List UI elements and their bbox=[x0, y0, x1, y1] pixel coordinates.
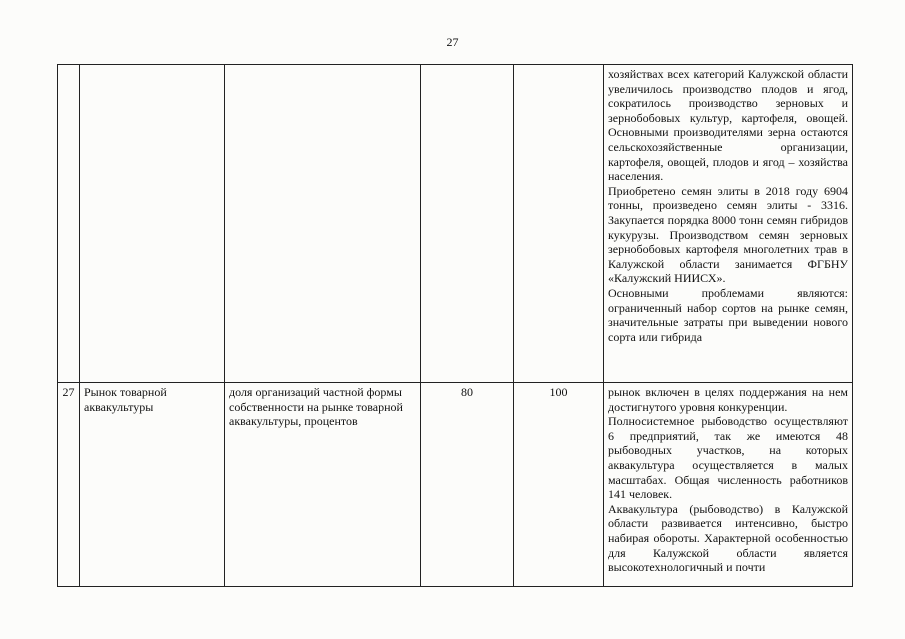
table-row bbox=[58, 383, 853, 587]
page-number: 27 bbox=[446, 35, 459, 49]
description-cell bbox=[604, 383, 853, 587]
indicator-cell: доля организаций частной формы собственности на рынке товарной аквакультуры, процентов bbox=[225, 383, 421, 587]
market-cell bbox=[80, 65, 225, 383]
value-b-cell: 100 bbox=[514, 383, 604, 587]
value-a-cell bbox=[421, 65, 514, 383]
description-cell bbox=[604, 65, 853, 383]
document-table bbox=[57, 64, 853, 587]
description-paragraph: Приобретено семян элиты в 2018 году 6904 тонны, произведено семян элиты - 3316. Закупается порядка 8000 тонн семян гибридов кукурузы. Производством семян зерновых зернобобовых картофеля многолетних трав в Калужской области занимается ФГБНУ «Калужский НИИСХ». bbox=[608, 183, 848, 286]
description-paragraph: Аквакультура (рыбоводство) в Калужской области развивается интенсивно, быстро набирая обороты. Характерной особенностью для Калужской области является высокотехнологичный и почти bbox=[608, 501, 848, 575]
row-number-cell: 27 bbox=[58, 383, 80, 587]
market-cell: Рынок товарной аквакультуры bbox=[80, 383, 225, 587]
indicator-cell bbox=[225, 65, 421, 383]
description-paragraph: рынок включен в целях поддержания на нем достигнутого уровня конкуренции. bbox=[608, 385, 848, 414]
table-row bbox=[58, 65, 853, 383]
value-b-cell bbox=[514, 65, 604, 383]
description-paragraph: Основными проблемами являются: ограниченный набор сортов на рынке семян, значительные затраты при выведении нового сорта или гибрида bbox=[608, 285, 848, 344]
value-a-cell: 80 bbox=[421, 383, 514, 587]
description-paragraph: хозяйствах всех категорий Калужской области увеличилось производство плодов и ягод, сократилось производство зерновых и зернобобовых культур, картофеля, овощей. Основными производителями зерна остаются сельскохозяйственные организации, картофеля, овощей, плодов и ягод – хозяйства населения. bbox=[608, 67, 848, 184]
description-paragraph: Полносистемное рыбоводство осуществляют 6 предприятий, так же имеются 48 рыбоводных участков, на которых аквакультура осуществляется в малых масштабах. Общая численность работников 141 человек. bbox=[608, 414, 848, 502]
row-number-cell bbox=[58, 65, 80, 383]
